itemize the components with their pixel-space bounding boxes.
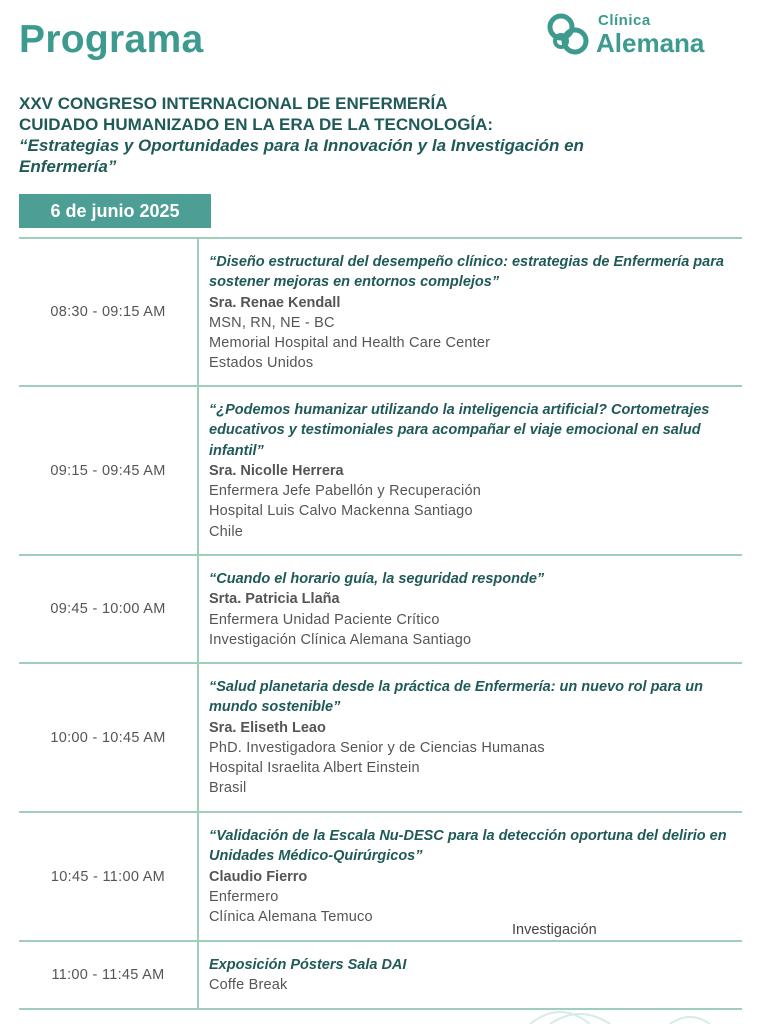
- watermark-icon: [520, 1000, 720, 1024]
- table-row: [19, 664, 742, 813]
- page-title: Programa: [19, 18, 204, 61]
- congress-name: XXV CONGRESO INTERNACIONAL DE ENFERMERÍA: [19, 94, 448, 113]
- session-detail: Coffe Break: [209, 977, 288, 994]
- session-detail: Investigación Clínica Alemana Santiago: [209, 631, 472, 648]
- session-detail: Enfermera Jefe Pabellón y Recuperación: [209, 483, 481, 500]
- session-content: [199, 664, 742, 811]
- session-content: [199, 942, 742, 1008]
- schedule-table: [19, 237, 742, 1010]
- date-badge: 6 de junio 2025: [19, 194, 211, 228]
- logo-text-small: Clínica: [598, 12, 651, 29]
- congress-subtitle: “Estrategias y Oportunidades para la Innovación y la Investigación en Enfermería”: [19, 136, 584, 176]
- session-title: “Salud planetaria desde la práctica de Enfermería: un nuevo rol para un mundo sostenible”: [209, 679, 703, 716]
- session-title: Exposición Pósters Sala DAI: [209, 957, 407, 973]
- session-speaker: Srta. Patricia Llaña: [209, 591, 340, 608]
- session-detail: Estados Unidos: [209, 355, 314, 372]
- session-content: [199, 556, 742, 662]
- session-detail: Memorial Hospital and Health Care Center: [209, 335, 491, 352]
- table-row: [19, 237, 742, 387]
- session-note: Investigación: [512, 922, 597, 938]
- session-speaker: Sra. Renae Kendall: [209, 294, 341, 311]
- session-time: 09:15 - 09:45 AM: [19, 387, 199, 554]
- session-title: “Diseño estructural del desempeño clínico: estrategias de Enfermería para sostener mejoras en entornos complejos”: [209, 254, 724, 291]
- logo-text-big: Alemana: [596, 28, 705, 58]
- clinica-alemana-logo: [544, 8, 744, 64]
- session-title: “Validación de la Escala Nu-DESC para la detección oportuna del delirio en Unidades Médico-Quirúrgicos”: [209, 828, 727, 865]
- congress-header: [19, 93, 739, 177]
- session-time: 08:30 - 09:15 AM: [19, 239, 199, 385]
- session-detail: Brasil: [209, 780, 247, 797]
- session-detail: MSN, RN, NE - BC: [209, 314, 335, 331]
- session-speaker: Sra. Eliseth Leao: [209, 719, 326, 736]
- session-speaker: Claudio Fierro: [209, 868, 308, 885]
- congress-theme: CUIDADO HUMANIZADO EN LA ERA DE LA TECNOLOGÍA:: [19, 115, 494, 134]
- table-row: [19, 813, 742, 942]
- session-detail: Hospital Israelita Albert Einstein: [209, 760, 420, 777]
- session-content: [199, 813, 742, 940]
- session-detail: Clínica Alemana Temuco: [209, 909, 373, 926]
- session-detail: Hospital Luis Calvo Mackenna Santiago: [209, 503, 473, 520]
- session-detail: Chile: [209, 523, 244, 540]
- session-time: 11:00 - 11:45 AM: [19, 942, 199, 1008]
- session-time: 09:45 - 10:00 AM: [19, 556, 199, 662]
- session-detail: PhD. Investigadora Senior y de Ciencias Humanas: [209, 739, 545, 756]
- session-title: “Cuando el horario guía, la seguridad responde”: [209, 571, 545, 587]
- table-row: [19, 556, 742, 664]
- table-row: [19, 387, 742, 556]
- session-time: 10:00 - 10:45 AM: [19, 664, 199, 811]
- session-title: “¿Podemos humanizar utilizando la inteligencia artificial? Cortometrajes educativos y testimoniales para acompañar el viaje emocional en salud infantil”: [209, 402, 710, 459]
- session-content: [199, 387, 742, 554]
- session-time: 10:45 - 11:00 AM: [19, 813, 199, 940]
- session-content: [199, 239, 742, 385]
- session-detail: Enfermero: [209, 888, 279, 905]
- session-detail: Enfermera Unidad Paciente Crítico: [209, 611, 440, 628]
- session-speaker: Sra. Nicolle Herrera: [209, 462, 344, 479]
- logo-mark-icon: [544, 10, 592, 58]
